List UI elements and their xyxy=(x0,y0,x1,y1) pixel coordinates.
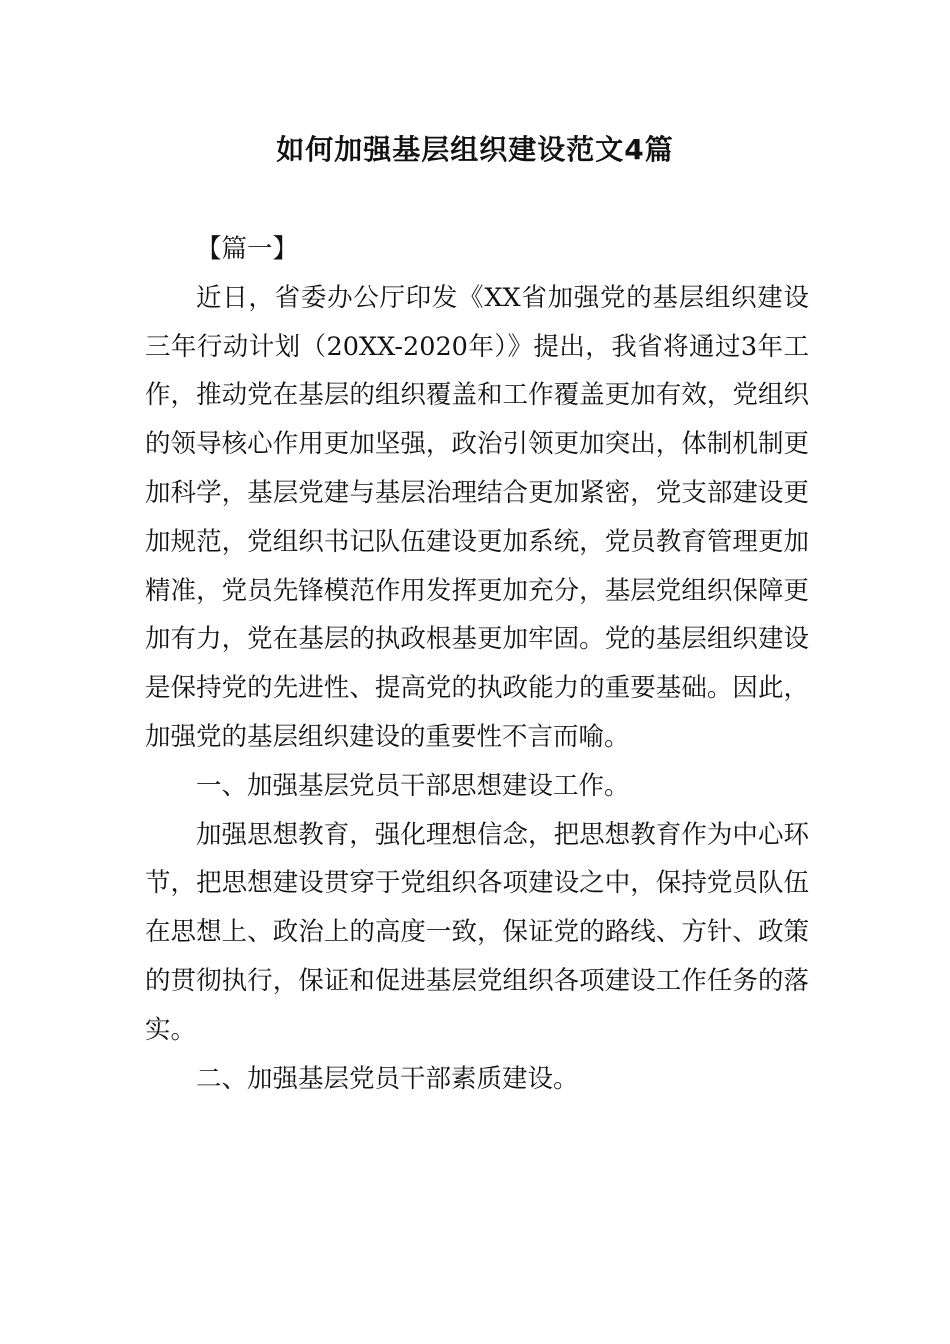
document-body xyxy=(145,225,809,1103)
heading-point-two: 二、加强基层党员干部素质建设。 xyxy=(196,1063,579,1094)
paragraph-point-one: 加强思想教育，强化理想信念，把思想教育作为中心环节，把思想建设贯穿于党组织各项建设之中，保持党员队伍在思想上、政治上的高度一致，保证党的路线、方针、政策的贯彻执行，保证和促进基层党组织各项建设工作任务的落实。 xyxy=(145,819,809,1045)
paragraph-intro: 近日，省委办公厅印发《XX省加强党的基层组织建设三年行动计划（20XX-2020年）》提出，我省将通过3年工作，推动党在基层的组织覆盖和工作覆盖更加有效，党组织的领导核心作用更加坚强，政治引领更加突出，体制机制更加科学，基层党建与基层治理结合更加紧密，党支部建设更加规范，党组织书记队伍建设更加系统，党员教育管理更加精准，党员先锋模范作用发挥更加充分，基层党组织保障更加有力，党在基层的执政根基更加牢固。党的基层组织建设是保持党的先进性、提高党的执政能力的重要基础。因此，加强党的基层组织建设的重要性不言而喻。 xyxy=(145,282,809,752)
heading-point-one: 一、加强基层党员干部思想建设工作。 xyxy=(196,770,630,801)
section-label: 【篇一】 xyxy=(196,234,299,264)
document-title: 如何加强基层组织建设范文4篇 xyxy=(276,133,674,166)
